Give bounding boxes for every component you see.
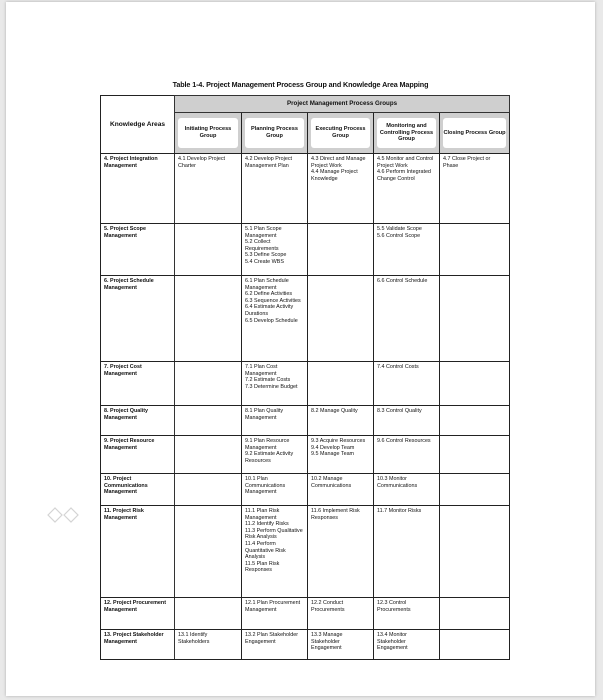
knowledge-area-cell: 9. Project Resource Management (101, 436, 175, 474)
knowledge-area-cell: 11. Project Risk Management (101, 506, 175, 598)
knowledge-areas-header: Knowledge Areas (101, 96, 175, 154)
process-cell-executing (308, 224, 374, 276)
process-cell-planning: 6.1 Plan Schedule Management 6.2 Define Activities 6.3 Sequence Activities 6.4 Estimate Activity Durations 6.5 Develop Schedule (242, 276, 308, 362)
process-cell-monitoring: 5.5 Validate Scope 5.6 Control Scope (374, 224, 440, 276)
document-page (6, 2, 595, 696)
page-watermark-icon (44, 502, 84, 528)
process-cell-monitoring: 13.4 Monitor Stakeholder Engagement (374, 630, 440, 660)
process-cell-executing (308, 276, 374, 362)
process-cell-monitoring: 6.6 Control Schedule (374, 276, 440, 362)
process-cell-initiating (175, 276, 242, 362)
knowledge-area-cell: 5. Project Scope Management (101, 224, 175, 276)
knowledge-area-cell: 8. Project Quality Management (101, 406, 175, 436)
process-cell-initiating (175, 474, 242, 506)
process-cell-initiating (175, 506, 242, 598)
knowledge-area-cell: 7. Project Cost Management (101, 362, 175, 406)
process-cell-executing: 4.3 Direct and Manage Project Work 4.4 Manage Project Knowledge (308, 154, 374, 224)
process-cell-monitoring: 9.6 Control Resources (374, 436, 440, 474)
process-cell-closing (440, 436, 510, 474)
process-cell-closing (440, 474, 510, 506)
table-row (101, 598, 510, 630)
process-cell-planning: 11.1 Plan Risk Management 11.2 Identify Risks 11.3 Perform Qualitative Risk Analysis 11.4 Perform Quantitative Risk Analysis 11.5 Plan Risk Responses (242, 506, 308, 598)
process-cell-executing: 11.6 Implement Risk Responses (308, 506, 374, 598)
process-cell-monitoring: 11.7 Monitor Risks (374, 506, 440, 598)
group-label: Executing Process Group (311, 118, 370, 148)
process-cell-closing (440, 406, 510, 436)
table-row (101, 154, 510, 224)
process-groups-header: Project Management Process Groups (175, 96, 510, 113)
process-cell-planning: 5.1 Plan Scope Management 5.2 Collect Requirements 5.3 Define Scope 5.4 Create WBS (242, 224, 308, 276)
process-cell-initiating (175, 598, 242, 630)
process-cell-closing (440, 598, 510, 630)
table-row (101, 362, 510, 406)
group-header-monitoring (374, 113, 440, 154)
process-cell-initiating (175, 436, 242, 474)
table-row (101, 406, 510, 436)
knowledge-area-cell: 4. Project Integration Management (101, 154, 175, 224)
group-label: Planning Process Group (245, 118, 304, 148)
process-cell-executing: 9.3 Acquire Resources 9.4 Develop Team 9.5 Manage Team (308, 436, 374, 474)
process-cell-executing: 10.2 Manage Communications (308, 474, 374, 506)
group-label: Monitoring and Controlling Process Group (377, 118, 436, 148)
process-cell-executing (308, 362, 374, 406)
group-header-planning (242, 113, 308, 154)
process-cell-monitoring: 12.3 Control Procurements (374, 598, 440, 630)
process-cell-planning: 12.1 Plan Procurement Management (242, 598, 308, 630)
group-header-initiating (175, 113, 242, 154)
process-cell-closing (440, 506, 510, 598)
group-header-closing (440, 113, 510, 154)
table-body (101, 154, 510, 660)
process-cell-initiating: 13.1 Identify Stakeholders (175, 630, 242, 660)
process-mapping-table (100, 95, 510, 660)
table-row (101, 630, 510, 660)
process-cell-monitoring: 8.3 Control Quality (374, 406, 440, 436)
process-cell-planning: 10.1 Plan Communications Management (242, 474, 308, 506)
process-cell-closing (440, 224, 510, 276)
table-row (101, 224, 510, 276)
knowledge-area-cell: 13. Project Stakeholder Management (101, 630, 175, 660)
knowledge-area-cell: 6. Project Schedule Management (101, 276, 175, 362)
group-label: Closing Process Group (443, 118, 506, 148)
table-row (101, 474, 510, 506)
process-cell-monitoring: 4.5 Monitor and Control Project Work 4.6 Perform Integrated Change Control (374, 154, 440, 224)
process-cell-initiating (175, 406, 242, 436)
process-cell-closing (440, 630, 510, 660)
process-cell-initiating (175, 362, 242, 406)
process-cell-executing: 8.2 Manage Quality (308, 406, 374, 436)
table-caption: Table 1-4. Project Management Process Group and Knowledge Area Mapping (172, 80, 429, 89)
knowledge-area-cell: 12. Project Procurement Management (101, 598, 175, 630)
group-header-executing (308, 113, 374, 154)
process-cell-planning: 8.1 Plan Quality Management (242, 406, 308, 436)
process-cell-closing (440, 276, 510, 362)
process-cell-planning: 7.1 Plan Cost Management 7.2 Estimate Costs 7.3 Determine Budget (242, 362, 308, 406)
table-container (100, 95, 509, 660)
process-cell-monitoring: 7.4 Control Costs (374, 362, 440, 406)
table-row (101, 276, 510, 362)
process-cell-planning: 13.2 Plan Stakeholder Engagement (242, 630, 308, 660)
header-row-top (101, 96, 510, 113)
process-cell-executing: 13.3 Manage Stakeholder Engagement (308, 630, 374, 660)
process-cell-closing (440, 362, 510, 406)
process-cell-closing: 4.7 Close Project or Phase (440, 154, 510, 224)
process-cell-initiating: 4.1 Develop Project Charter (175, 154, 242, 224)
process-cell-initiating (175, 224, 242, 276)
process-cell-monitoring: 10.3 Monitor Communications (374, 474, 440, 506)
group-label: Initiating Process Group (178, 118, 238, 148)
knowledge-area-cell: 10. Project Communications Management (101, 474, 175, 506)
table-row (101, 506, 510, 598)
process-cell-executing: 12.2 Conduct Procurements (308, 598, 374, 630)
process-cell-planning: 9.1 Plan Resource Management 9.2 Estimate Activity Resources (242, 436, 308, 474)
table-row (101, 436, 510, 474)
process-cell-planning: 4.2 Develop Project Management Plan (242, 154, 308, 224)
